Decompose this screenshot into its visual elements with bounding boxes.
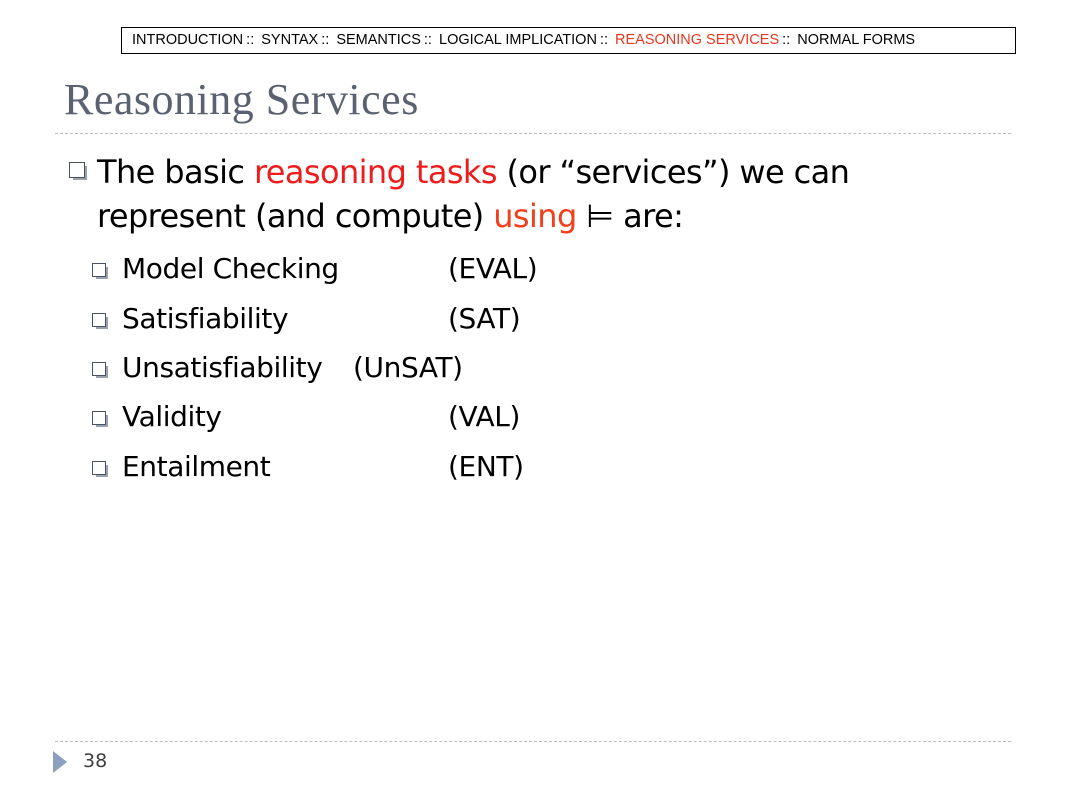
main-bullet-text — [97, 150, 977, 238]
highlight-reasoning-tasks: reasoning tasks — [253, 153, 497, 191]
nav-item-introduction[interactable]: INTRODUCTION — [132, 32, 244, 48]
main-text-part2: (or “services”) we can represent (and compute) — [97, 153, 850, 235]
page-number: 38 — [83, 750, 108, 772]
nav-separator: :: — [423, 32, 432, 48]
footer-divider — [55, 741, 1011, 742]
nav-item-semantics[interactable]: SEMANTICS — [336, 32, 421, 48]
bullet-square-icon — [92, 263, 106, 277]
nav-separator: :: — [782, 32, 791, 48]
task-abbr: (UnSAT) — [353, 351, 463, 384]
task-abbr: (VAL) — [448, 400, 520, 433]
slide-title: Reasoning Services — [64, 75, 419, 124]
nav-item-logical-implication[interactable]: LOGICAL IMPLICATION — [439, 32, 597, 48]
nav-item-normal-forms[interactable]: NORMAL FORMS — [797, 32, 916, 48]
section-navigation-bar — [121, 27, 1016, 54]
task-name: Satisfiability — [122, 302, 289, 335]
play-arrow-icon — [53, 751, 67, 773]
main-text-part1: The basic — [97, 153, 254, 191]
bullet-square-icon — [92, 313, 106, 327]
bullet-square-icon — [69, 162, 85, 178]
entailment-symbol: ⊨ — [576, 197, 614, 235]
task-abbr: (SAT) — [448, 302, 521, 335]
main-text-part3: are: — [613, 197, 684, 235]
nav-separator: :: — [246, 32, 255, 48]
nav-item-syntax[interactable]: SYNTAX — [261, 32, 319, 48]
task-abbr: (ENT) — [448, 450, 524, 483]
task-name: Entailment — [122, 450, 271, 483]
bullet-square-icon — [92, 362, 106, 376]
title-divider — [55, 133, 1011, 134]
nav-separator: :: — [321, 32, 330, 48]
highlight-using: using — [493, 197, 577, 235]
nav-item-reasoning-services[interactable]: REASONING SERVICES — [615, 32, 780, 48]
bullet-square-icon — [92, 411, 106, 425]
bullet-square-icon — [92, 461, 106, 475]
task-name: Validity — [122, 400, 222, 433]
task-name: Unsatisfiability — [122, 351, 323, 384]
task-abbr: (EVAL) — [448, 252, 538, 285]
task-name: Model Checking — [122, 252, 339, 285]
nav-separator: :: — [599, 32, 608, 48]
